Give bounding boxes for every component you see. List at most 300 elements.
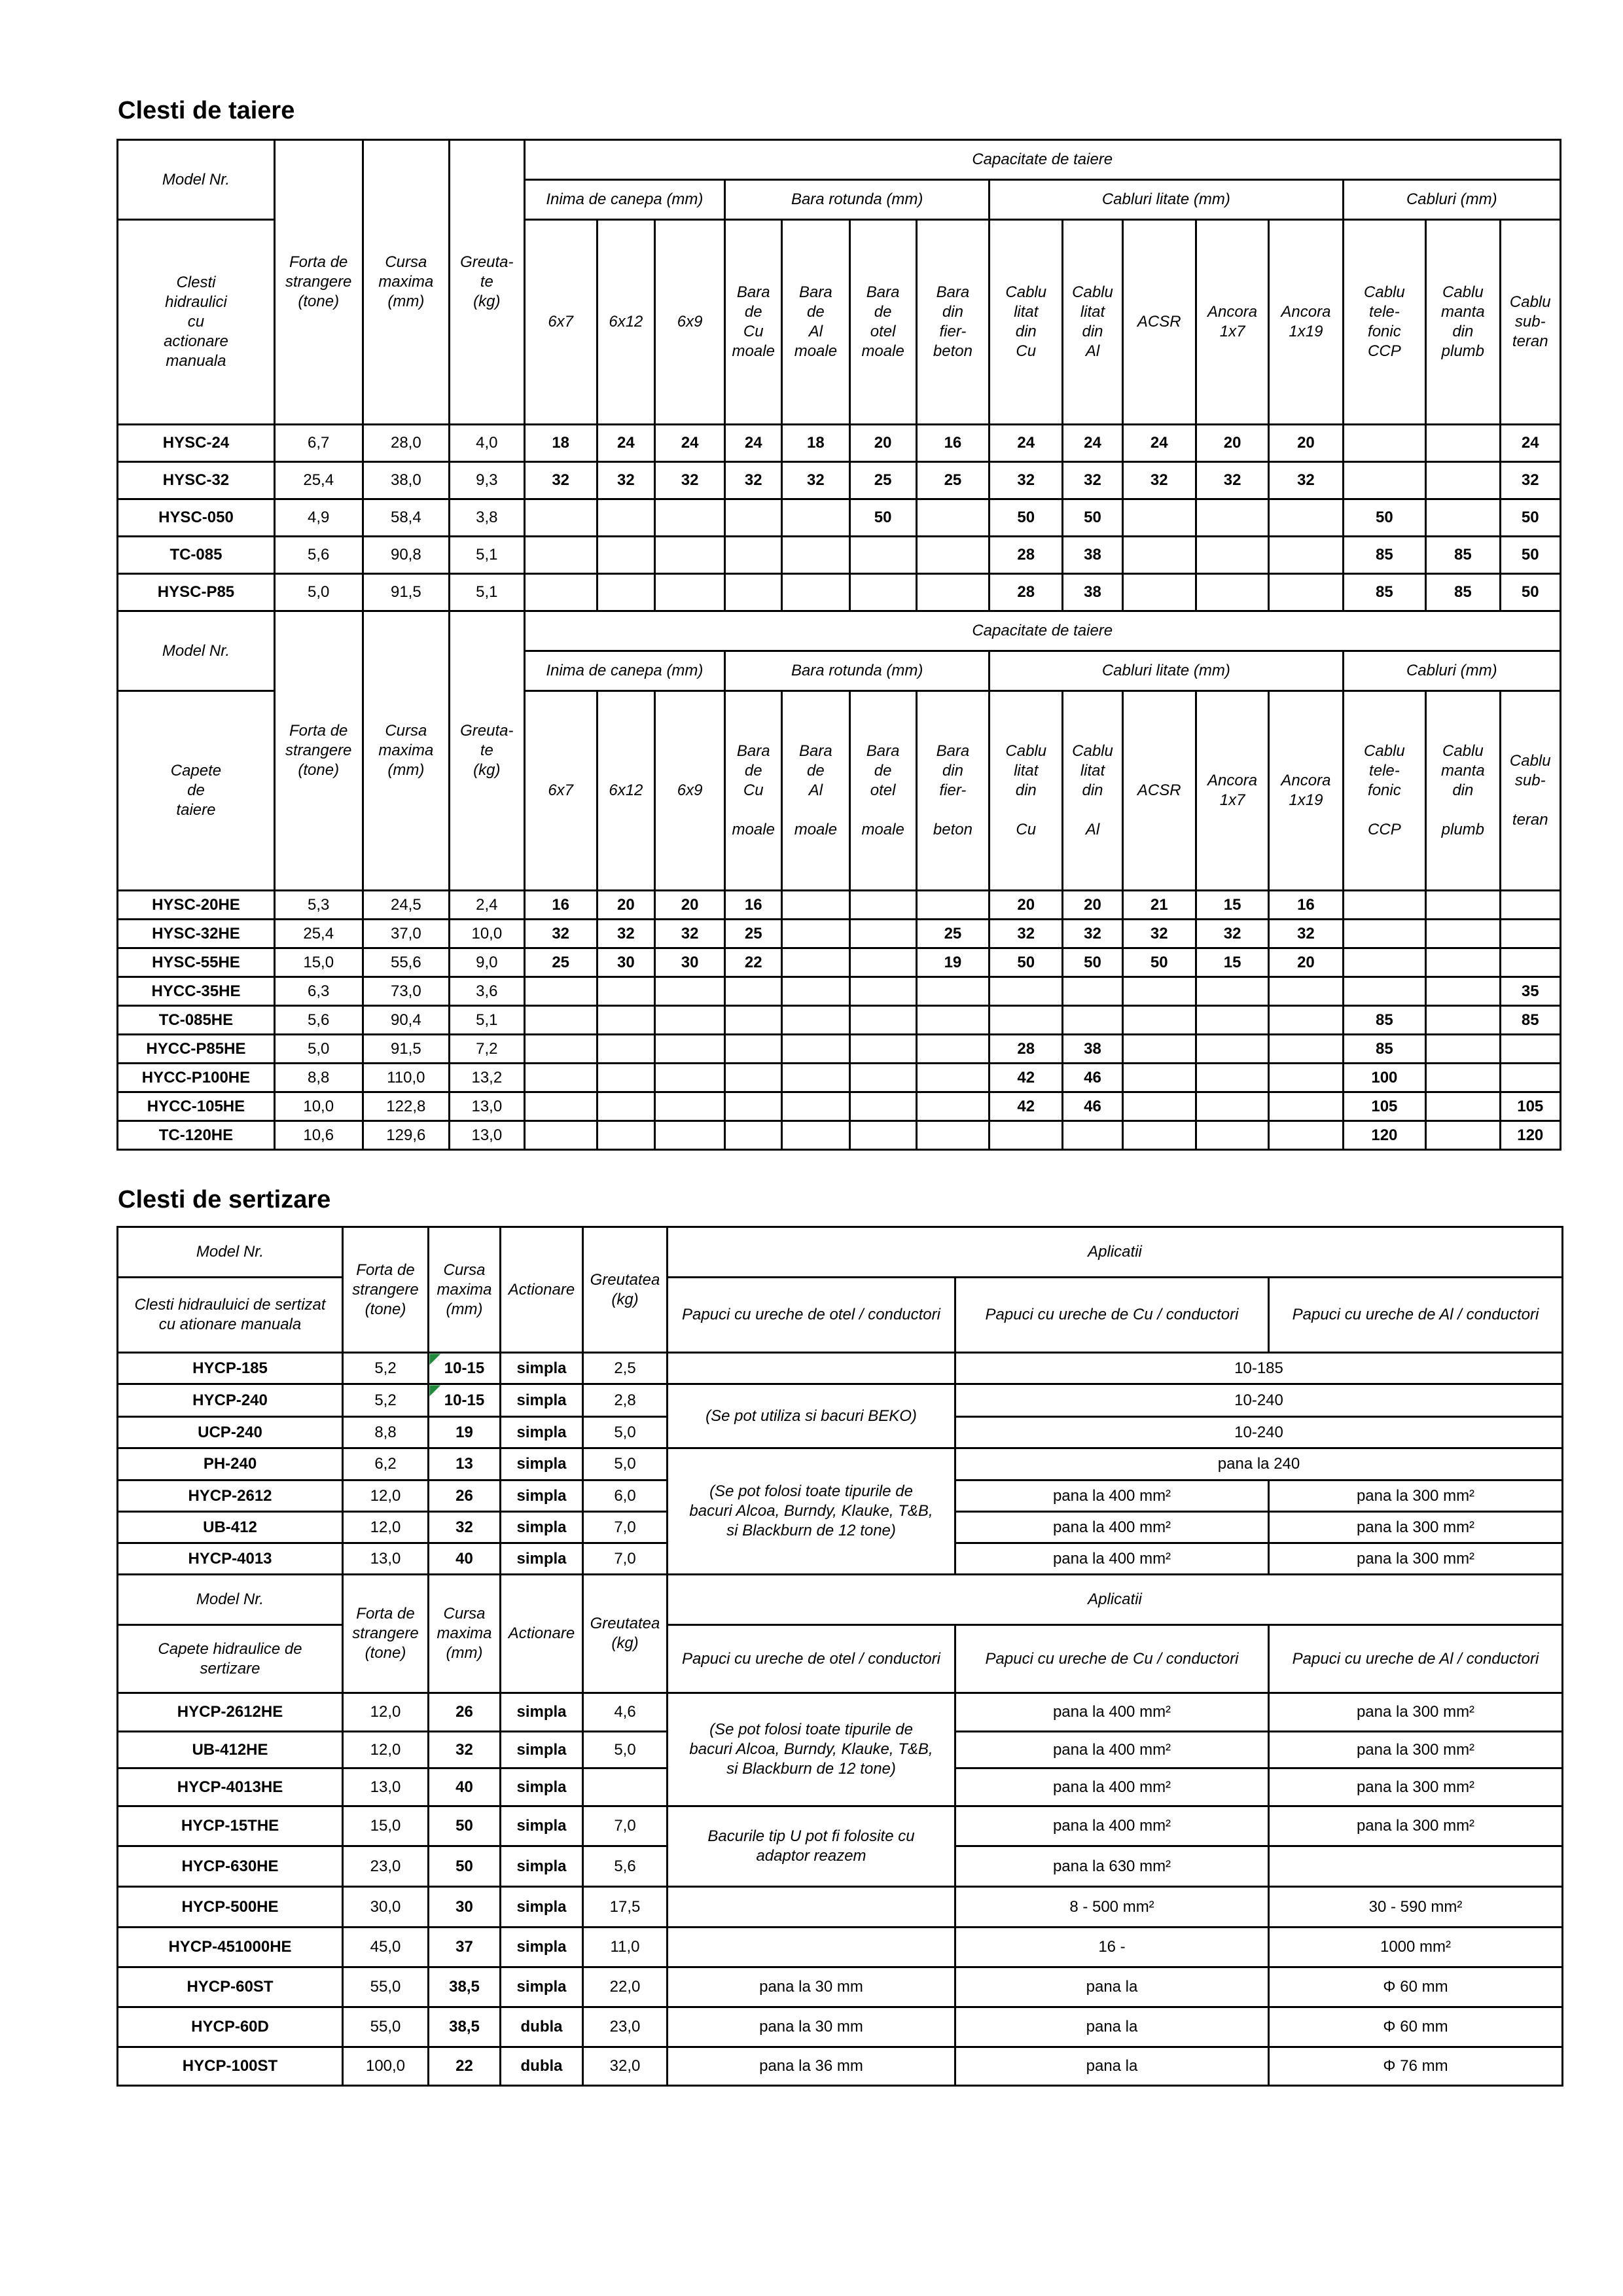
capacity-cell bbox=[1426, 948, 1500, 977]
table-row bbox=[118, 948, 1561, 977]
capacity-cell: 24 bbox=[725, 425, 782, 462]
capacity-cell bbox=[849, 574, 916, 611]
table-row bbox=[118, 891, 1561, 920]
model-cell: HYSC-32HE bbox=[118, 920, 275, 948]
stroke-cell: 58,4 bbox=[363, 499, 450, 537]
capacity-cell bbox=[1426, 977, 1500, 1006]
capacity-cell bbox=[1269, 1064, 1343, 1092]
capacity-cell bbox=[916, 1064, 989, 1092]
stroke-cell: 37,0 bbox=[363, 920, 450, 948]
model-cell: HYCP-2612 bbox=[118, 1480, 343, 1512]
force-header: Forta de strangere (tone) bbox=[343, 1227, 429, 1353]
capacity-cell bbox=[1426, 1006, 1500, 1035]
weight-cell: 4,6 bbox=[583, 1693, 668, 1732]
weight-header: Greutatea (kg) bbox=[583, 1227, 668, 1353]
capacity-cell: 32 bbox=[1196, 462, 1268, 499]
capacity-cell bbox=[782, 891, 849, 920]
stroke-cell: 122,8 bbox=[363, 1092, 450, 1121]
capacity-cell: 105 bbox=[1500, 1092, 1560, 1121]
capacity-column-header: Bara din fier- beton bbox=[916, 220, 989, 425]
capacity-cell: 25 bbox=[849, 462, 916, 499]
capacity-cell bbox=[1269, 574, 1343, 611]
steel-empty-cell bbox=[668, 1928, 955, 1967]
model-cell: HYSC-32 bbox=[118, 462, 275, 499]
stroke-cell: 32 bbox=[429, 1512, 501, 1543]
weight-cell: 23,0 bbox=[583, 2007, 668, 2047]
stroke-cell: 28,0 bbox=[363, 425, 450, 462]
capacity-header: Capacitate de taiere bbox=[524, 140, 1560, 180]
crimping-table bbox=[116, 1226, 1563, 2087]
stroke-cell: 38,5 bbox=[429, 2007, 501, 2047]
capacity-cell: 120 bbox=[1500, 1121, 1560, 1150]
capacity-cell bbox=[725, 499, 782, 537]
al-application-cell: Φ 60 mm bbox=[1269, 2007, 1563, 2047]
capacity-cell: 20 bbox=[1269, 948, 1343, 977]
capacity-cell bbox=[1122, 1035, 1196, 1064]
force-cell: 12,0 bbox=[343, 1480, 429, 1512]
capacity-cell bbox=[849, 948, 916, 977]
force-cell: 5,6 bbox=[274, 537, 363, 574]
table-row bbox=[118, 1384, 1563, 1417]
table-row bbox=[118, 1806, 1563, 1846]
capacity-cell bbox=[524, 574, 597, 611]
capacity-cell bbox=[524, 1092, 597, 1121]
capacity-cell: 32 bbox=[990, 462, 1063, 499]
capacity-cell: 32 bbox=[597, 462, 654, 499]
capacity-cell: 24 bbox=[990, 425, 1063, 462]
table-row bbox=[118, 499, 1561, 537]
stroke-cell: 13 bbox=[429, 1448, 501, 1480]
model-cell: HYCP-185 bbox=[118, 1353, 343, 1384]
capacity-cell: 15 bbox=[1196, 891, 1268, 920]
capacity-cell: 50 bbox=[990, 499, 1063, 537]
capacity-cell: 30 bbox=[597, 948, 654, 977]
capacity-cell bbox=[1063, 977, 1122, 1006]
crimping-title: Clesti de sertizare bbox=[118, 1186, 331, 1213]
capacity-cell bbox=[782, 1035, 849, 1064]
capacity-cell bbox=[990, 1121, 1063, 1150]
table-row bbox=[118, 1448, 1563, 1480]
table-row bbox=[118, 1064, 1561, 1092]
capacity-cell bbox=[782, 1064, 849, 1092]
capacity-cell: 32 bbox=[1500, 462, 1560, 499]
capacity-cell bbox=[597, 1006, 654, 1035]
capacity-column-header: Ancora 1x7 bbox=[1196, 220, 1268, 425]
stroke-cell: 19 bbox=[429, 1417, 501, 1448]
capacity-cell: 120 bbox=[1343, 1121, 1426, 1150]
weight-cell: 5,1 bbox=[450, 1006, 524, 1035]
weight-cell: 4,0 bbox=[450, 425, 524, 462]
capacity-cell bbox=[1269, 1092, 1343, 1121]
weight-cell: 7,2 bbox=[450, 1035, 524, 1064]
cu-application-cell: pana la 400 mm² bbox=[955, 1512, 1269, 1543]
steel-application-cell: pana la 36 mm bbox=[668, 2047, 955, 2086]
capacity-column-header: Cablu sub- teran bbox=[1500, 220, 1560, 425]
capacity-cell bbox=[916, 537, 989, 574]
force-cell: 30,0 bbox=[343, 1887, 429, 1928]
capacity-cell bbox=[1196, 1121, 1268, 1150]
capacity-cell bbox=[990, 1006, 1063, 1035]
capacity-cell bbox=[849, 537, 916, 574]
capacity-cell bbox=[1426, 425, 1500, 462]
capacity-cell: 21 bbox=[1122, 891, 1196, 920]
capacity-cell: 20 bbox=[1196, 425, 1268, 462]
capacity-cell: 42 bbox=[990, 1092, 1063, 1121]
model-cell: HYCP-15THE bbox=[118, 1806, 343, 1846]
weight-cell: 5,0 bbox=[583, 1448, 668, 1480]
capacity-cell: 32 bbox=[597, 920, 654, 948]
capacity-cell bbox=[916, 891, 989, 920]
force-cell: 5,2 bbox=[343, 1384, 429, 1417]
capacity-cell: 20 bbox=[654, 891, 724, 920]
category-label: Clesti hidraulici cu actionare manuala bbox=[118, 220, 275, 425]
capacity-cell bbox=[1269, 977, 1343, 1006]
stroke-cell: 91,5 bbox=[363, 1035, 450, 1064]
capacity-cell: 15 bbox=[1196, 948, 1268, 977]
capacity-cell: 28 bbox=[990, 574, 1063, 611]
capacity-cell: 30 bbox=[654, 948, 724, 977]
capacity-cell bbox=[849, 920, 916, 948]
model-cell: HYSC-P85 bbox=[118, 574, 275, 611]
cu-application-cell: 8 - 500 mm² bbox=[955, 1887, 1269, 1928]
cu-application-cell: 10-240 bbox=[955, 1417, 1563, 1448]
cables-group-header: Cabluri (mm) bbox=[1343, 180, 1560, 220]
capacity-cell bbox=[782, 499, 849, 537]
capacity-cell: 32 bbox=[1063, 920, 1122, 948]
capacity-column-header: Ancora 1x19 bbox=[1269, 691, 1343, 891]
model-cell: HYCP-60ST bbox=[118, 1967, 343, 2007]
capacity-cell: 32 bbox=[1196, 920, 1268, 948]
capacity-cell: 50 bbox=[1500, 537, 1560, 574]
capacity-column-header: Cablu litat din Al bbox=[1063, 691, 1122, 891]
stroke-cell: 110,0 bbox=[363, 1064, 450, 1092]
weight-cell: 7,0 bbox=[583, 1543, 668, 1575]
capacity-column-header: Bara de Cu moale bbox=[725, 691, 782, 891]
bar-group-header: Bara rotunda (mm) bbox=[725, 651, 990, 691]
capacity-cell bbox=[654, 1035, 724, 1064]
cu-application-cell: 10-185 bbox=[955, 1353, 1563, 1384]
capacity-cell: 24 bbox=[1063, 425, 1122, 462]
capacity-cell: 32 bbox=[524, 462, 597, 499]
capacity-cell bbox=[654, 1121, 724, 1150]
weight-header: Greuta- te (kg) bbox=[450, 140, 524, 425]
action-cell: simpla bbox=[501, 1967, 583, 2007]
capacity-cell bbox=[1343, 977, 1426, 1006]
capacity-cell bbox=[916, 1006, 989, 1035]
action-cell: dubla bbox=[501, 2007, 583, 2047]
weight-cell: 2,4 bbox=[450, 891, 524, 920]
action-cell: simpla bbox=[501, 1353, 583, 1384]
force-header: Forta de strangere (tone) bbox=[274, 140, 363, 425]
al-application-cell: 1000 mm² bbox=[1269, 1928, 1563, 1967]
capacity-cell bbox=[725, 1121, 782, 1150]
capacity-cell bbox=[1122, 499, 1196, 537]
cu-lugs-header: Papuci cu ureche de Cu / conductori bbox=[955, 1278, 1269, 1353]
action-cell: simpla bbox=[501, 1448, 583, 1480]
capacity-cell bbox=[1269, 1121, 1343, 1150]
al-application-cell: pana la 300 mm² bbox=[1269, 1693, 1563, 1732]
stroke-cell: 38,0 bbox=[363, 462, 450, 499]
weight-cell: 5,0 bbox=[583, 1732, 668, 1768]
model-cell: TC-120HE bbox=[118, 1121, 275, 1150]
model-nr-header: Model Nr. bbox=[118, 140, 275, 220]
force-cell: 5,0 bbox=[274, 1035, 363, 1064]
capacity-cell: 35 bbox=[1500, 977, 1560, 1006]
action-cell: simpla bbox=[501, 1806, 583, 1846]
table-row bbox=[118, 1006, 1561, 1035]
capacity-cell: 32 bbox=[782, 462, 849, 499]
weight-cell: 7,0 bbox=[583, 1806, 668, 1846]
cu-application-cell: pana la 400 mm² bbox=[955, 1806, 1269, 1846]
table-row bbox=[118, 537, 1561, 574]
capacity-cell bbox=[1122, 537, 1196, 574]
capacity-cell: 32 bbox=[990, 920, 1063, 948]
capacity-cell bbox=[1343, 425, 1426, 462]
u-jaws-note: Bacurile tip U pot fi folosite cu adaptor reazem bbox=[668, 1806, 955, 1887]
capacity-cell: 16 bbox=[725, 891, 782, 920]
bar-group-header: Bara rotunda (mm) bbox=[725, 180, 990, 220]
cu-application-cell: pana la 400 mm² bbox=[955, 1480, 1269, 1512]
model-cell: TC-085 bbox=[118, 537, 275, 574]
capacity-cell bbox=[654, 977, 724, 1006]
table-row bbox=[118, 425, 1561, 462]
stroke-cell: 50 bbox=[429, 1846, 501, 1887]
capacity-cell bbox=[1500, 1035, 1560, 1064]
model-cell: PH-240 bbox=[118, 1448, 343, 1480]
force-cell: 10,6 bbox=[274, 1121, 363, 1150]
model-nr-header: Model Nr. bbox=[118, 611, 275, 691]
capacity-cell: 28 bbox=[990, 537, 1063, 574]
stroke-cell: 40 bbox=[429, 1768, 501, 1806]
force-cell: 55,0 bbox=[343, 1967, 429, 2007]
capacity-cell: 50 bbox=[1500, 574, 1560, 611]
capacity-cell bbox=[725, 1006, 782, 1035]
capacity-cell bbox=[1196, 499, 1268, 537]
capacity-column-header: 6x12 bbox=[597, 220, 654, 425]
force-cell: 23,0 bbox=[343, 1846, 429, 1887]
capacity-cell bbox=[725, 977, 782, 1006]
capacity-cell bbox=[782, 948, 849, 977]
weight-cell: 2,5 bbox=[583, 1353, 668, 1384]
capacity-cell bbox=[916, 574, 989, 611]
al-lugs-header: Papuci cu ureche de Al / conductori bbox=[1269, 1278, 1563, 1353]
capacity-cell bbox=[725, 574, 782, 611]
capacity-cell bbox=[1426, 462, 1500, 499]
weight-cell: 13,0 bbox=[450, 1092, 524, 1121]
force-cell: 12,0 bbox=[343, 1693, 429, 1732]
force-cell: 5,3 bbox=[274, 891, 363, 920]
force-cell: 5,2 bbox=[343, 1353, 429, 1384]
capacity-cell bbox=[1196, 1006, 1268, 1035]
table-row bbox=[118, 920, 1561, 948]
weight-cell: 22,0 bbox=[583, 1967, 668, 2007]
steel-empty-cell bbox=[668, 1887, 955, 1928]
capacity-cell bbox=[1426, 1121, 1500, 1150]
force-cell: 8,8 bbox=[343, 1417, 429, 1448]
force-cell: 10,0 bbox=[274, 1092, 363, 1121]
weight-cell: 17,5 bbox=[583, 1887, 668, 1928]
capacity-cell: 19 bbox=[916, 948, 989, 977]
rope-group-header: Inima de canepa (mm) bbox=[524, 651, 725, 691]
weight-cell: 9,0 bbox=[450, 948, 524, 977]
capacity-cell: 50 bbox=[1063, 499, 1122, 537]
stroke-cell: 90,4 bbox=[363, 1006, 450, 1035]
capacity-cell bbox=[1196, 977, 1268, 1006]
capacity-cell bbox=[654, 1092, 724, 1121]
capacity-cell: 25 bbox=[524, 948, 597, 977]
header-row bbox=[118, 1278, 1563, 1353]
capacity-cell bbox=[725, 537, 782, 574]
capacity-cell bbox=[1269, 499, 1343, 537]
capacity-cell: 46 bbox=[1063, 1064, 1122, 1092]
capacity-cell: 85 bbox=[1426, 537, 1500, 574]
force-cell: 5,6 bbox=[274, 1006, 363, 1035]
capacity-column-header: ACSR bbox=[1122, 691, 1196, 891]
force-cell: 13,0 bbox=[343, 1543, 429, 1575]
capacity-cell: 20 bbox=[990, 891, 1063, 920]
force-cell: 25,4 bbox=[274, 920, 363, 948]
header-row bbox=[118, 1227, 1563, 1278]
action-header: Actionare bbox=[501, 1575, 583, 1693]
capacity-cell: 85 bbox=[1343, 574, 1426, 611]
capacity-cell bbox=[1196, 1092, 1268, 1121]
model-cell: HYCC-35HE bbox=[118, 977, 275, 1006]
steel-empty-cell bbox=[668, 1353, 955, 1384]
capacity-column-header: Cablu manta din plumb bbox=[1426, 220, 1500, 425]
capacity-cell bbox=[849, 1092, 916, 1121]
cu-application-cell: pana la bbox=[955, 2007, 1269, 2047]
capacity-column-header: 6x7 bbox=[524, 220, 597, 425]
capacity-cell bbox=[524, 1064, 597, 1092]
weight-cell: 10,0 bbox=[450, 920, 524, 948]
capacity-cell: 24 bbox=[1500, 425, 1560, 462]
capacity-cell bbox=[524, 537, 597, 574]
alcoa-note: (Se pot folosi toate tipurile de bacuri Alcoa, Burndy, Klauke, T&B, si Blackburn de 12 tone) bbox=[668, 1693, 955, 1806]
capacity-cell bbox=[849, 1064, 916, 1092]
table-row bbox=[118, 977, 1561, 1006]
action-cell: dubla bbox=[501, 2047, 583, 2086]
al-application-cell: pana la 300 mm² bbox=[1269, 1732, 1563, 1768]
capacity-cell bbox=[597, 1092, 654, 1121]
table-row bbox=[118, 574, 1561, 611]
capacity-cell bbox=[1343, 462, 1426, 499]
capacity-cell bbox=[1426, 499, 1500, 537]
capacity-cell: 50 bbox=[849, 499, 916, 537]
force-cell: 25,4 bbox=[274, 462, 363, 499]
capacity-cell bbox=[782, 920, 849, 948]
weight-cell: 7,0 bbox=[583, 1512, 668, 1543]
capacity-cell bbox=[1122, 574, 1196, 611]
capacity-cell: 100 bbox=[1343, 1064, 1426, 1092]
capacity-cell bbox=[524, 1035, 597, 1064]
stroke-cell: 37 bbox=[429, 1928, 501, 1967]
steel-lugs-header: Papuci cu ureche de otel / conductori bbox=[668, 1278, 955, 1353]
action-cell: simpla bbox=[501, 1887, 583, 1928]
weight-cell: 5,0 bbox=[583, 1417, 668, 1448]
capacity-cell bbox=[597, 1121, 654, 1150]
capacity-cell bbox=[524, 499, 597, 537]
header-row bbox=[118, 1625, 1563, 1693]
steel-lugs-header: Papuci cu ureche de otel / conductori bbox=[668, 1625, 955, 1693]
capacity-cell bbox=[1122, 1006, 1196, 1035]
capacity-cell bbox=[1063, 1006, 1122, 1035]
capacity-cell bbox=[916, 1121, 989, 1150]
table-row bbox=[118, 1693, 1563, 1732]
model-cell: UCP-240 bbox=[118, 1417, 343, 1448]
capacity-column-header: Cablu manta din plumb bbox=[1426, 691, 1500, 891]
action-cell: simpla bbox=[501, 1384, 583, 1417]
capacity-cell bbox=[916, 1092, 989, 1121]
weight-cell: 3,6 bbox=[450, 977, 524, 1006]
cu-application-cell: pana la 630 mm² bbox=[955, 1846, 1269, 1887]
capacity-column-header: 6x9 bbox=[654, 691, 724, 891]
action-cell: simpla bbox=[501, 1480, 583, 1512]
stroke-cell: 26 bbox=[429, 1693, 501, 1732]
capacity-cell bbox=[597, 1064, 654, 1092]
model-cell: HYCP-451000HE bbox=[118, 1928, 343, 1967]
capacity-cell: 24 bbox=[1122, 425, 1196, 462]
force-cell: 8,8 bbox=[274, 1064, 363, 1092]
stroke-cell: 32 bbox=[429, 1732, 501, 1768]
weight-cell: 5,1 bbox=[450, 574, 524, 611]
capacity-cell bbox=[782, 574, 849, 611]
model-cell: HYCC-P85HE bbox=[118, 1035, 275, 1064]
capacity-cell bbox=[849, 891, 916, 920]
capacity-cell bbox=[782, 1121, 849, 1150]
model-cell: HYCP-100ST bbox=[118, 2047, 343, 2086]
capacity-column-header: Bara de Cu moale bbox=[725, 220, 782, 425]
action-cell: simpla bbox=[501, 1693, 583, 1732]
capacity-cell: 32 bbox=[1269, 462, 1343, 499]
stranded-group-header: Cabluri litate (mm) bbox=[990, 180, 1344, 220]
capacity-cell bbox=[1122, 1064, 1196, 1092]
table-row bbox=[118, 2047, 1563, 2086]
capacity-cell: 50 bbox=[1063, 948, 1122, 977]
capacity-cell bbox=[654, 1006, 724, 1035]
force-cell: 6,2 bbox=[343, 1448, 429, 1480]
header-row bbox=[118, 611, 1561, 651]
capacity-cell bbox=[597, 574, 654, 611]
capacity-cell bbox=[524, 1006, 597, 1035]
cu-application-cell: pana la 400 mm² bbox=[955, 1768, 1269, 1806]
stroke-header: Cursa maxima (mm) bbox=[429, 1575, 501, 1693]
capacity-cell bbox=[1426, 920, 1500, 948]
force-cell: 12,0 bbox=[343, 1732, 429, 1768]
capacity-cell bbox=[1343, 920, 1426, 948]
force-header: Forta de strangere (tone) bbox=[274, 611, 363, 891]
stroke-cell: 55,6 bbox=[363, 948, 450, 977]
stroke-cell: 40 bbox=[429, 1543, 501, 1575]
capacity-cell bbox=[782, 1006, 849, 1035]
stroke-cell: 90,8 bbox=[363, 537, 450, 574]
model-cell: UB-412HE bbox=[118, 1732, 343, 1768]
model-cell: HYCP-630HE bbox=[118, 1846, 343, 1887]
model-nr-header: Model Nr. bbox=[118, 1227, 343, 1278]
force-cell: 4,9 bbox=[274, 499, 363, 537]
model-cell: HYSC-050 bbox=[118, 499, 275, 537]
capacity-cell: 85 bbox=[1343, 1035, 1426, 1064]
weight-cell: 5,1 bbox=[450, 537, 524, 574]
capacity-column-header: 6x9 bbox=[654, 220, 724, 425]
cu-application-cell: 10-240 bbox=[955, 1384, 1563, 1417]
capacity-cell: 25 bbox=[916, 462, 989, 499]
category-label: Clesti hidrauluici de sertizat cu ationare manuala bbox=[118, 1278, 343, 1353]
al-lugs-header: Papuci cu ureche de Al / conductori bbox=[1269, 1625, 1563, 1693]
capacity-cell: 28 bbox=[990, 1035, 1063, 1064]
capacity-cell: 20 bbox=[1063, 891, 1122, 920]
capacity-cell bbox=[654, 499, 724, 537]
capacity-cell bbox=[597, 977, 654, 1006]
